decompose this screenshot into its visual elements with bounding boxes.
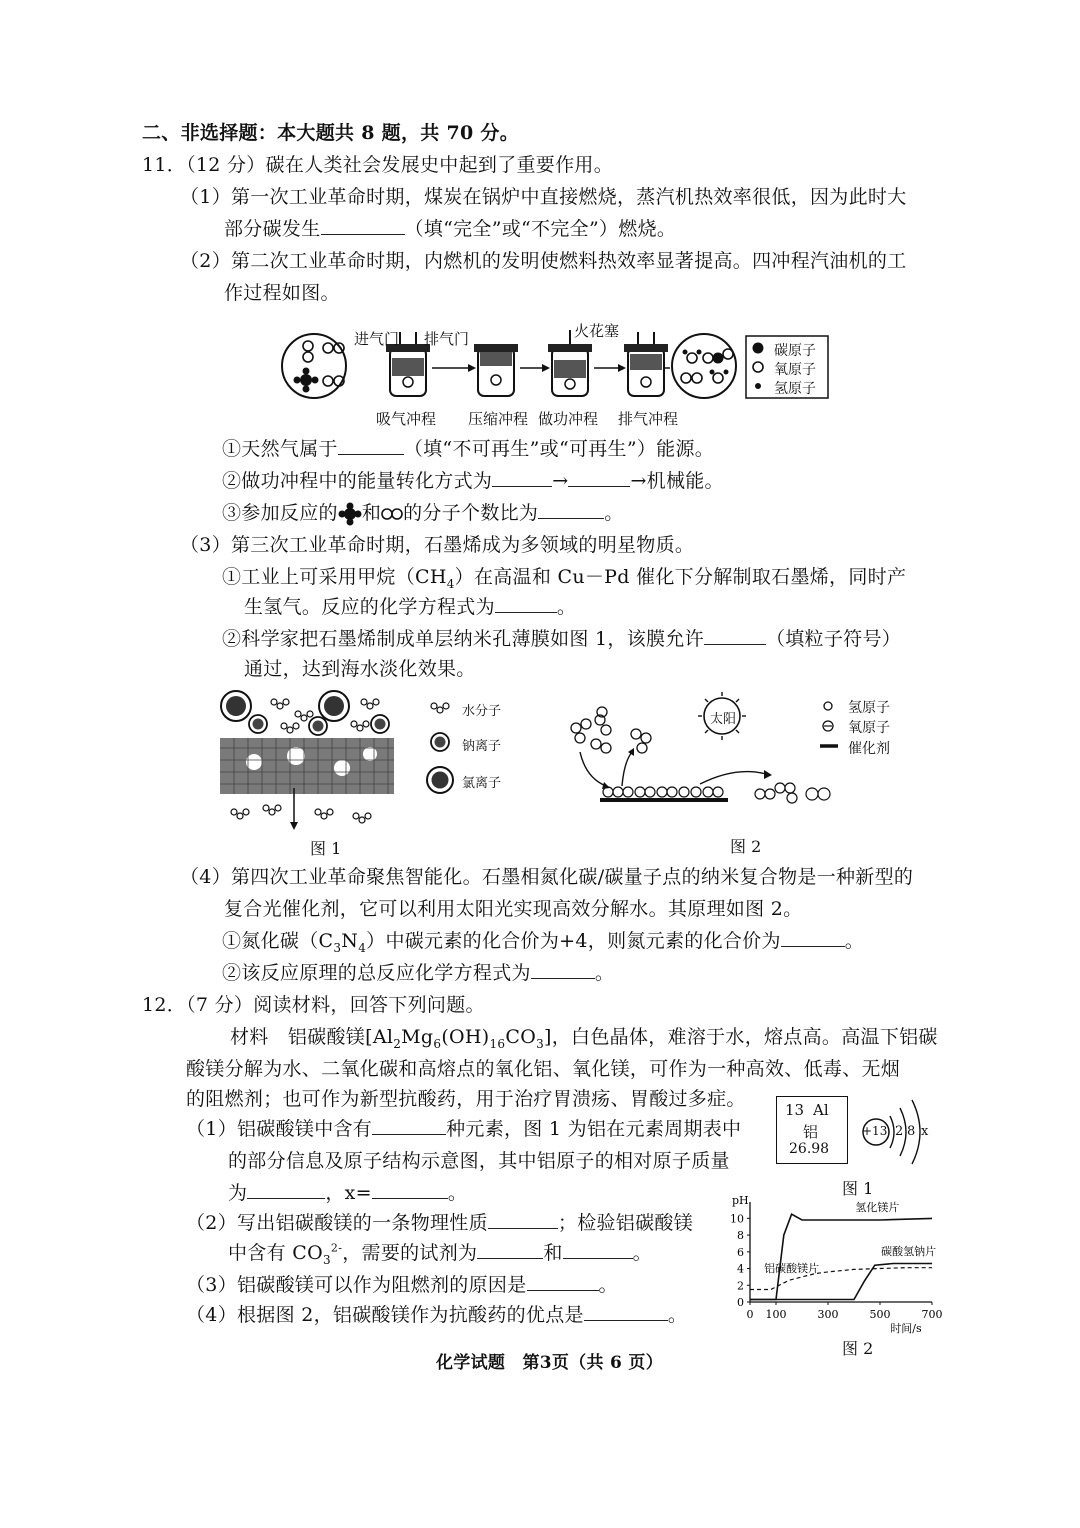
hydrogen-atom-legend-icon <box>824 702 832 710</box>
atomic-mass: 26.98 <box>789 1141 830 1157</box>
atomic-number: 13 <box>785 1101 805 1119</box>
q12-fig1-caption: 图 1 <box>842 1179 874 1198</box>
series-label: 碳酸氢钠片 <box>881 1245 937 1259</box>
answer-blank[interactable] <box>531 960 595 979</box>
x-tick-label: 0 <box>746 1308 754 1321</box>
legend-hydrogen-2: 氢原子 <box>848 700 890 716</box>
legend-carbon: 碳原子 <box>774 343 816 359</box>
q11-p3-q2-line1: ②科学家把石墨烯制成单层纳米孔薄膜如图 1，该膜允许 （填粒子符号） <box>222 628 902 650</box>
q12-fig2-caption: 图 2 <box>842 1339 874 1358</box>
q11-p2-q2: ②做功冲程中的能量转化方式为 → →机械能。 <box>222 470 724 492</box>
q12-stem: 12．（7 分）阅读材料，回答下列问题。 <box>142 994 485 1016</box>
oxygen-molecule-icon <box>381 507 403 521</box>
answer-blank[interactable] <box>563 1240 633 1259</box>
q11-fig1-caption: 图 1 <box>310 839 342 858</box>
answer-blank[interactable] <box>527 1272 599 1291</box>
hydrogen-atom-icon <box>755 383 761 389</box>
exhaust-valve-label: 排气门 <box>424 330 470 348</box>
water-molecule-icon <box>683 350 702 364</box>
legend-catalyst: 催化剂 <box>848 741 890 757</box>
element-card <box>776 1096 848 1164</box>
shell-1: 2 <box>895 1124 904 1139</box>
carbon-atom-icon <box>753 343 764 354</box>
q11-p2-line1: （2）第二次工业革命时期，内燃机的发明使燃料热效率显著提高。四冲程汽油机的工 <box>180 250 907 272</box>
answer-blank[interactable] <box>704 626 766 645</box>
sun-label: 太阳 <box>710 712 737 727</box>
answer-blank[interactable] <box>247 1180 325 1199</box>
q12-material-line3: 的阻燃剂；也可作为新型抗酸药，用于治疗胃溃疡、胃酸过多症。 <box>186 1088 746 1110</box>
shell-2: 8 <box>907 1124 916 1139</box>
stroke-label-intake: 吸气冲程 <box>376 410 437 428</box>
element-symbol: Al <box>813 1101 829 1119</box>
water-molecule-icon <box>231 805 371 823</box>
series-label: 铝碳酸镁片 <box>764 1261 820 1275</box>
q12-material-line1: 材料 铝碳酸镁$[Al_2Mg_6(OH)_{16}CO_3]$，白色晶体，难溶于水，熔点高。高温下铝碳 <box>230 1026 938 1051</box>
water-molecule-icon <box>710 370 729 384</box>
q11-p4-q2: ②该反应原理的总反应化学方程式为 。 <box>222 962 615 984</box>
answer-blank[interactable] <box>338 436 404 455</box>
spark-plug-label: 火花塞 <box>574 322 620 340</box>
element-name: 铝 <box>803 1123 819 1141</box>
q11-p4-line1: （4）第四次工业革命聚焦智能化。石墨相氮化碳/碳量子点的纳米复合物是一种新型的 <box>180 866 914 888</box>
answer-blank[interactable] <box>477 1240 543 1259</box>
q12-q1-line1: （1）铝碳酸镁中含有 种元素，图 1 为铝在元素周期表中 <box>186 1118 742 1140</box>
answer-blank[interactable] <box>781 928 845 947</box>
q12-q1-line2: 的部分信息及原子结构示意图，其中铝原子的相对原子质量 <box>228 1150 730 1172</box>
x-tick-label: 700 <box>921 1308 943 1321</box>
oxygen-atom-legend-icon <box>823 721 833 731</box>
legend-hydrogen: 氢原子 <box>774 381 816 397</box>
sodium-ion-legend-icon <box>431 733 449 751</box>
intake-valve-label: 进气门 <box>354 330 400 348</box>
q11-p2-line2: 作过程如图。 <box>224 282 340 304</box>
legend-oxygen-2: 氧原子 <box>848 720 890 736</box>
answer-blank[interactable] <box>488 1210 558 1229</box>
q11-p1-line1: （1）第一次工业革命时期，煤炭在锅炉中直接燃烧，蒸汽机热效率很低，因为此时大 <box>180 186 907 208</box>
y-axis-label: pH <box>732 1194 749 1207</box>
methane-molecule-icon <box>338 502 362 526</box>
stroke-label-power: 做功冲程 <box>538 410 599 428</box>
x-tick-label: 100 <box>765 1308 787 1321</box>
adsorbed-molecules-icon <box>603 787 723 797</box>
section-title: 二、非选择题：本大题共 8 题，共 70 分。 <box>142 122 520 144</box>
answer-blank[interactable] <box>584 1302 668 1321</box>
y-tick-label: 8 <box>737 1229 744 1243</box>
q12-q2-line2: 中含有 $CO_3^{2-}$，需要的试剂为 和 。 <box>228 1241 652 1267</box>
q12-q2-line1: （2）写出铝碳酸镁的一条物理性质 ；检验铝碳酸镁 <box>186 1212 693 1234</box>
page-footer: 化学试题 第3页（共 6 页） <box>436 1353 663 1373</box>
nucleus-charge: +13 <box>862 1124 888 1138</box>
y-tick-label: 4 <box>737 1262 744 1276</box>
q11-p2-q1: ①天然气属于 （填“不可再生”或“可再生”）能源。 <box>222 438 715 460</box>
sodium-ion-icon <box>249 715 267 733</box>
chloride-ion-icon <box>319 691 349 721</box>
answer-blank[interactable] <box>495 594 557 613</box>
q11-p2-q3: ③参加反应的 和 的分子个数比为 。 <box>222 502 624 524</box>
q11-p1-line2: 部分碳发生 （填“完全”或“不完全”）燃烧。 <box>224 218 677 240</box>
sodium-ion-icon <box>371 715 389 733</box>
y-tick-label: 2 <box>737 1279 744 1293</box>
x-axis-label: 时间/s <box>890 1322 922 1335</box>
stroke-label-exhaust: 排气冲程 <box>618 410 679 428</box>
water-molecule-legend-icon <box>431 703 449 713</box>
ph-time-chart <box>720 1196 950 1336</box>
answer-blank[interactable] <box>492 468 552 487</box>
q11-p3-q1-line2: 生氢气。反应的化学方程式为 。 <box>244 596 577 618</box>
cylinder-compression-icon <box>474 344 518 396</box>
oxygen-molecule-icon <box>303 341 313 362</box>
y-tick-label: 0 <box>737 1296 744 1309</box>
q12-q3: （3）铝碳酸镁可以作为阻燃剂的原因是 。 <box>186 1274 618 1296</box>
q11-p3-q2-line2: 通过，达到海水淡化效果。 <box>244 658 476 680</box>
methane-molecule-icon <box>294 368 319 393</box>
q11-fig2-caption: 图 2 <box>730 837 762 856</box>
y-tick-label: 6 <box>737 1245 744 1259</box>
carbon-dioxide-molecule-icon <box>703 349 733 364</box>
oxygen-molecule-icon <box>681 373 702 383</box>
chloride-ion-legend-icon <box>427 767 453 793</box>
x-tick-label: 300 <box>817 1308 839 1321</box>
shell-3: x <box>921 1124 929 1139</box>
oxygen-atom-icon <box>753 362 763 372</box>
q12-q4: （4）根据图 2，铝碳酸镁作为抗酸药的优点是 。 <box>186 1304 688 1326</box>
graphene-membrane-figure <box>214 688 504 834</box>
answer-blank[interactable] <box>372 1180 448 1199</box>
water-molecule-icon <box>571 707 651 753</box>
sodium-ion-icon <box>309 717 327 735</box>
q11-p4-line2: 复合光催化剂，它可以利用太阳光实现高效分解水。其原理如图 2。 <box>224 898 803 920</box>
q11-p3-q1-line1: ①工业上可采用甲烷$(CH_4)$在高温和 Cu－Pd 催化下分解制取石墨烯，同时产 <box>222 566 907 591</box>
chloride-ion-icon <box>221 691 251 721</box>
q12-q1-line3: 为 ，x= 。 <box>228 1182 468 1204</box>
answer-blank[interactable] <box>372 1116 446 1135</box>
x-tick-label: 500 <box>869 1308 891 1321</box>
q12-material-line2: 酸镁分解为水、二氧化碳和高熔点的氧化铝、氧化镁，可作为一种高效、低毒、无烟 <box>186 1058 901 1080</box>
answer-blank[interactable] <box>538 500 604 519</box>
answer-blank[interactable] <box>321 216 405 235</box>
q11-p3-line1: （3）第三次工业革命时期，石墨烯成为多领域的明星物质。 <box>180 534 695 556</box>
y-tick-label: 10 <box>730 1212 744 1226</box>
series-label: 氢化镁片 <box>855 1200 900 1214</box>
legend-water: 水分子 <box>462 704 502 719</box>
stroke-label-compression: 压缩冲程 <box>468 410 529 428</box>
q11-p4-q1: ①氮化碳$(C_3N_4)$中碳元素的化合价为+4，则氮元素的化合价为 。 <box>222 930 865 955</box>
legend-sodium: 钠离子 <box>462 739 502 754</box>
answer-blank[interactable] <box>568 468 630 487</box>
legend-chloride: 氯离子 <box>462 776 502 791</box>
legend-oxygen: 氧原子 <box>774 362 816 378</box>
q11-stem: 11．（12 分）碳在人类社会发展史中起到了重要作用。 <box>142 154 613 176</box>
cylinder-exhaust-icon <box>624 332 668 396</box>
product-molecules-icon <box>755 783 830 803</box>
